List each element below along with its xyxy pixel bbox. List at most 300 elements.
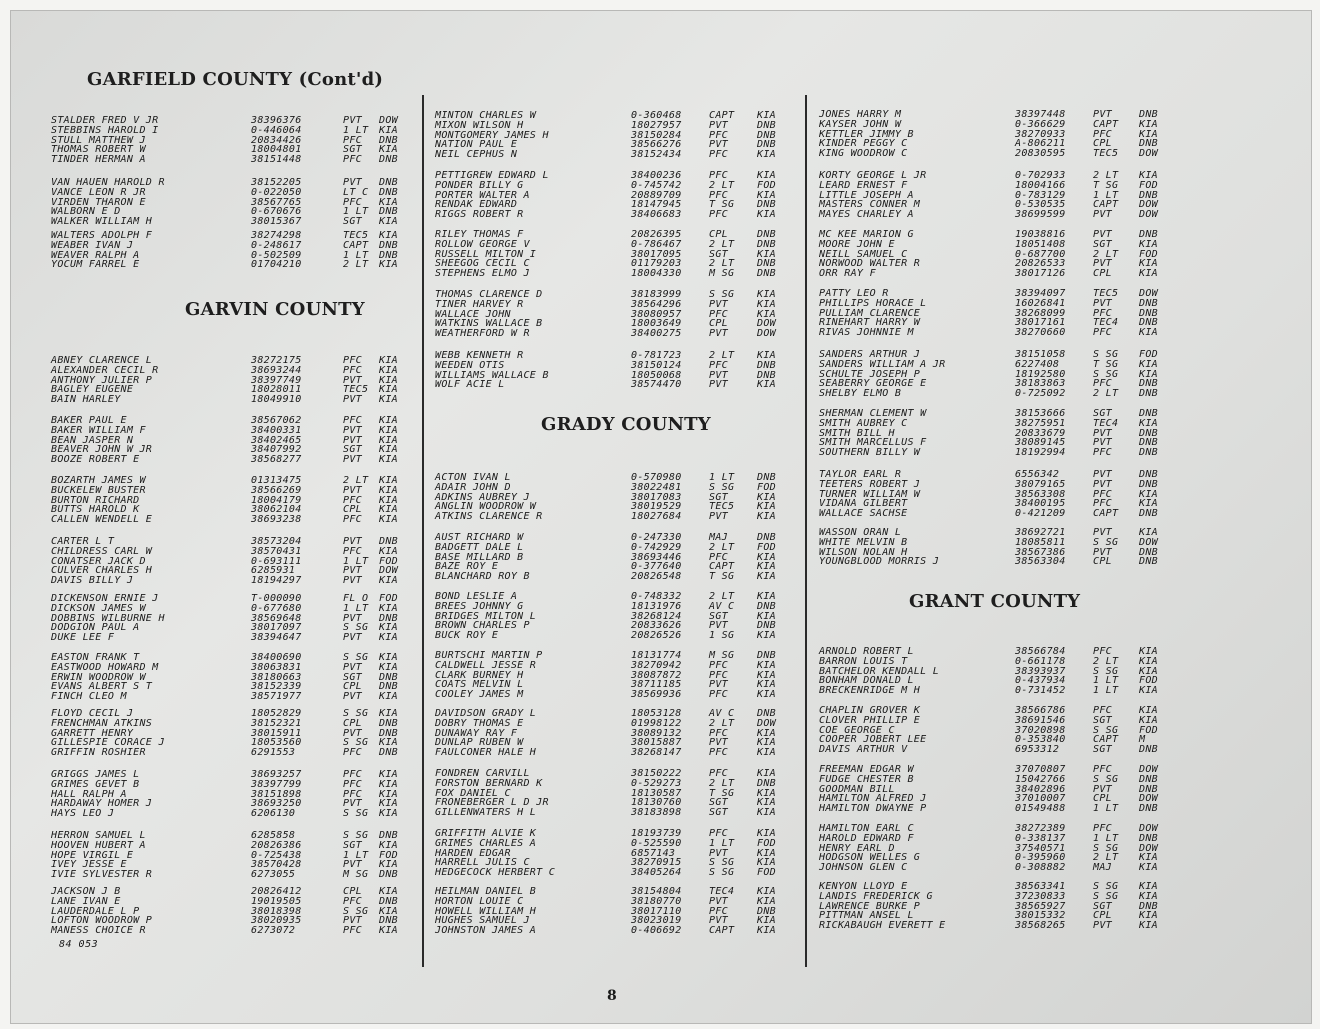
status: KIA	[379, 394, 398, 406]
status: KIA	[757, 659, 776, 671]
soldier-name: MASTERS CONNER M	[819, 199, 921, 211]
serial-number: 38089132	[631, 727, 682, 739]
status: FOD	[757, 837, 776, 849]
status: KIA	[757, 298, 776, 310]
rank: PFC	[343, 747, 362, 759]
soldier-name: SMITH BILL H	[819, 427, 895, 439]
soldier-name: CLARK BURNEY H	[435, 669, 524, 681]
rank: S SG	[343, 808, 369, 820]
rank: S SG	[343, 622, 369, 634]
rank: S SG	[343, 708, 369, 719]
document-page	[10, 10, 1312, 1024]
status: DNB	[1139, 307, 1158, 319]
soldier-name: NEIL CEPHUS N	[435, 149, 518, 161]
rank: PVT	[709, 379, 728, 391]
soldier-name: STALDER FRED V JR	[51, 115, 159, 126]
serial-number: 0-570980	[631, 472, 682, 483]
soldier-name: HODGSON WELLES G	[819, 852, 921, 864]
serial-number: 38022481	[631, 481, 682, 493]
rank: 2 LT	[1093, 388, 1119, 400]
status: DNB	[379, 154, 398, 166]
serial-number: 18028011	[251, 384, 302, 396]
rank: PFC	[1093, 447, 1112, 459]
soldier-name: RICKABAUGH EVERETT E	[819, 920, 946, 932]
soldier-name: DUKE LEE F	[51, 632, 115, 644]
serial-number: 38567765	[251, 196, 302, 208]
serial-number: 38017097	[251, 622, 302, 634]
serial-number: 38405264	[631, 867, 682, 879]
rank: PVT	[709, 369, 728, 381]
soldier-name: HORTON LOUIE C	[435, 895, 524, 907]
serial-number: 20833626	[631, 620, 682, 632]
rank: S SG	[1093, 368, 1119, 380]
county-heading: GRADY COUNTY	[541, 414, 711, 435]
soldier-name: EASTON FRANK T	[51, 652, 140, 663]
serial-number: 38394097	[1015, 288, 1066, 299]
status: DNB	[1139, 469, 1158, 480]
soldier-name: PETTIGREW EDWARD L	[435, 170, 549, 181]
soldier-name: BADGETT DALE L	[435, 541, 524, 553]
serial-number: 38692721	[1015, 527, 1066, 538]
status: KIA	[1139, 327, 1158, 339]
serial-number: 38564296	[631, 298, 682, 310]
status: DOW	[1139, 536, 1158, 548]
serial-number: 38693238	[251, 514, 302, 526]
soldier-name: BARRON LOUIS T	[819, 655, 908, 667]
serial-number: 38152321	[251, 717, 302, 729]
status: KIA	[1139, 498, 1158, 510]
serial-number: 38406683	[631, 209, 682, 221]
soldier-name: GILLENWATERS H L	[435, 807, 537, 819]
soldier-name: MOORE JOHN E	[819, 238, 895, 250]
status: DNB	[1139, 427, 1158, 439]
soldier-name: COOPER JOBERT LEE	[819, 734, 927, 746]
status: DNB	[757, 129, 776, 141]
soldier-name: SANDERS ARTHUR J	[819, 349, 921, 360]
status: KIA	[1139, 358, 1158, 370]
serial-number: 38017110	[631, 905, 682, 917]
rank: PFC	[709, 359, 728, 371]
soldier-name: FUDGE CHESTER B	[819, 773, 914, 785]
soldier-name: MINTON CHARLES W	[435, 110, 537, 121]
rank: PFC	[343, 514, 362, 526]
rank: PVT	[343, 727, 362, 739]
soldier-name: WASSON ORAN L	[819, 527, 902, 538]
rank: PVT	[1093, 109, 1112, 120]
rank: SGT	[343, 216, 362, 228]
serial-number: 01704210	[251, 259, 302, 271]
rank: PVT	[709, 298, 728, 310]
rank: PVT	[343, 565, 362, 577]
soldier-name: CLOVER PHILLIP E	[819, 714, 921, 726]
serial-number: 38400690	[251, 652, 302, 663]
status: DNB	[379, 717, 398, 729]
status: KIA	[379, 737, 398, 749]
status: KIA	[757, 501, 776, 513]
status: KIA	[1139, 268, 1158, 280]
rank: CAPT	[343, 239, 369, 251]
status: FOD	[379, 849, 398, 861]
status: DNB	[757, 600, 776, 612]
serial-number: 0-529273	[631, 777, 682, 789]
status: KIA	[757, 551, 776, 563]
rank: S SG	[709, 857, 735, 869]
status: KIA	[379, 788, 398, 800]
soldier-name: ACTON IVAN L	[435, 472, 511, 483]
serial-number: 38400331	[251, 424, 302, 436]
serial-number: 38563341	[1015, 881, 1066, 892]
status: KIA	[379, 196, 398, 208]
soldier-name: MONTGOMERY JAMES H	[435, 129, 549, 141]
soldier-name: JOHNSON GLEN C	[819, 862, 908, 874]
document-reference: 84 053	[59, 939, 99, 950]
status: DNB	[757, 777, 776, 789]
soldier-name: ADAIR JOHN D	[435, 481, 511, 493]
serial-number: 6556342	[1015, 469, 1060, 480]
serial-number: 6857143	[631, 847, 676, 859]
status: KIA	[757, 679, 776, 691]
serial-number: 18130587	[631, 787, 682, 799]
soldier-name: WILLIAMS WALLACE B	[435, 369, 549, 381]
soldier-name: BRIDGES MILTON L	[435, 610, 537, 622]
rank: CPL	[1093, 556, 1112, 568]
rank: 1 LT	[709, 472, 735, 483]
serial-number: 38087872	[631, 669, 682, 681]
status: KIA	[379, 859, 398, 871]
status: DOW	[1139, 842, 1158, 854]
status: DNB	[757, 268, 776, 280]
status: DNB	[1139, 437, 1158, 449]
soldier-name: DUNAWAY RAY F	[435, 727, 518, 739]
soldier-name: HEILMAN DANIEL B	[435, 886, 537, 897]
status: KIA	[757, 248, 776, 260]
soldier-name: KETTLER JIMMY B	[819, 128, 914, 140]
status: KIA	[1139, 128, 1158, 140]
status: DOW	[757, 318, 776, 330]
status: KIA	[757, 561, 776, 573]
status: DNB	[379, 536, 398, 547]
rank: 2 LT	[709, 777, 735, 789]
serial-number: 38565927	[1015, 900, 1066, 912]
rank: S SG	[1093, 890, 1119, 902]
soldier-name: YOCUM FARREL E	[51, 259, 140, 271]
soldier-name: AUST RICHARD W	[435, 532, 524, 543]
serial-number: 38573204	[251, 536, 302, 547]
rank: PFC	[1093, 488, 1112, 500]
serial-number: 0-248617	[251, 239, 302, 251]
serial-number: 0-338137	[1015, 832, 1066, 844]
status: KIA	[757, 747, 776, 759]
rank: PVT	[343, 575, 362, 587]
soldier-name: FLOYD CECIL J	[51, 708, 134, 719]
status: DNB	[1139, 508, 1158, 520]
rank: PVT	[709, 679, 728, 691]
rank: SGT	[709, 248, 728, 260]
rank: PVT	[1093, 546, 1112, 558]
rank: MAJ	[1093, 862, 1112, 874]
rank: PFC	[709, 828, 728, 839]
status: KIA	[379, 632, 398, 644]
status: DOW	[379, 565, 398, 577]
status: KIA	[1139, 714, 1158, 726]
status: DNB	[1139, 388, 1158, 400]
rank: PVT	[343, 424, 362, 436]
serial-number: 6285931	[251, 565, 296, 577]
rank: CAPT	[1093, 199, 1119, 211]
status: DNB	[1139, 900, 1158, 912]
soldier-name: BONHAM DONALD L	[819, 675, 914, 687]
status: DNB	[1139, 408, 1158, 419]
serial-number: 0-781723	[631, 350, 682, 361]
rank: PFC	[709, 308, 728, 320]
soldier-name: WILSON NOLAN H	[819, 546, 908, 558]
serial-number: 18051408	[1015, 238, 1066, 250]
status: KIA	[757, 308, 776, 320]
rank: PFC	[709, 551, 728, 563]
soldier-name: RUSSELL MILTON I	[435, 248, 537, 260]
serial-number: 38272175	[251, 355, 302, 366]
status: KIA	[379, 494, 398, 506]
rank: S SG	[1093, 773, 1119, 785]
serial-number: 0-748332	[631, 591, 682, 602]
soldier-name: KENYON LLOYD E	[819, 881, 908, 892]
serial-number: 38574470	[631, 379, 682, 391]
rank: PVT	[1093, 297, 1112, 309]
status: KIA	[1139, 852, 1158, 864]
rank: FL O	[343, 593, 369, 604]
serial-number: 0-530535	[1015, 199, 1066, 211]
rank: PFC	[1093, 705, 1112, 716]
rank: CAPT	[709, 925, 735, 937]
status: DNB	[757, 258, 776, 270]
serial-number: 38567062	[251, 415, 302, 426]
soldier-name: ANGLIN WOODROW W	[435, 501, 537, 513]
serial-number: 0-725438	[251, 849, 302, 861]
rank: 2 LT	[1093, 248, 1119, 260]
serial-number: 38568265	[1015, 920, 1066, 932]
soldier-name: NATION PAUL E	[435, 139, 518, 151]
status: DNB	[757, 532, 776, 543]
serial-number: 38270933	[1015, 128, 1066, 140]
soldier-name: SHELBY ELMO B	[819, 388, 902, 400]
soldier-name: FRENCHMAN ATKINS	[51, 717, 153, 729]
rank: CPL	[343, 886, 362, 897]
serial-number: 18004801	[251, 144, 302, 156]
status: KIA	[379, 905, 398, 917]
soldier-name: FRONEBERGER L D JR	[435, 797, 549, 809]
rank: 1 LT	[1093, 803, 1119, 815]
serial-number: 37540571	[1015, 842, 1066, 854]
serial-number: 38183863	[1015, 378, 1066, 390]
status: DNB	[757, 238, 776, 250]
serial-number: 15042766	[1015, 773, 1066, 785]
rank: PFC	[1093, 764, 1112, 775]
status: KIA	[1139, 368, 1158, 380]
rank: PVT	[709, 119, 728, 131]
serial-number: 38063831	[251, 661, 302, 673]
serial-number: 38693446	[631, 551, 682, 563]
status: DOW	[757, 328, 776, 340]
rank: 2 LT	[1093, 170, 1119, 181]
rank: S SG	[1093, 349, 1119, 360]
serial-number: 0-366629	[1015, 118, 1066, 130]
soldier-name: KING WOODROW C	[819, 148, 908, 160]
soldier-name: BREES JOHNNY G	[435, 600, 524, 612]
status: KIA	[379, 230, 398, 241]
rank: SGT	[343, 444, 362, 456]
soldier-name: BEAN JASPER N	[51, 434, 134, 446]
serial-number: 0-247330	[631, 532, 682, 543]
soldier-name: LEARD ERNEST F	[819, 179, 908, 191]
rank: PVT	[343, 661, 362, 673]
status: DNB	[379, 915, 398, 927]
serial-number: 38180663	[251, 671, 302, 683]
status: KIA	[379, 925, 398, 937]
rank: PFC	[343, 895, 362, 907]
status: DNB	[1139, 378, 1158, 390]
rank: TEC4	[1093, 417, 1119, 429]
status: DOW	[1139, 199, 1158, 211]
soldier-name: RENDAK EDWARD	[435, 199, 518, 211]
serial-number: 0-377640	[631, 561, 682, 573]
status: DNB	[379, 206, 398, 218]
rank: 2 LT	[1093, 852, 1119, 864]
soldier-name: GRIFFITH ALVIE K	[435, 828, 537, 839]
rank: PFC	[709, 727, 728, 739]
soldier-name: THOMAS CLARENCE D	[435, 289, 543, 300]
rank: PVT	[709, 620, 728, 632]
status: DNB	[1139, 803, 1158, 815]
rank: PVT	[1093, 920, 1112, 932]
status: DNB	[757, 369, 776, 381]
rank: PFC	[343, 778, 362, 790]
rank: PVT	[1093, 229, 1112, 240]
serial-number: 0-742929	[631, 541, 682, 553]
rank: PFC	[343, 196, 362, 208]
soldier-name: MIXON WILSON H	[435, 119, 524, 131]
serial-number: 38017126	[1015, 268, 1066, 280]
status: KIA	[757, 350, 776, 361]
serial-number: 0-406692	[631, 925, 682, 937]
rank: TEC4	[709, 886, 735, 897]
rank: 1 LT	[1093, 832, 1119, 844]
status: KIA	[379, 514, 398, 526]
soldier-name: COOLEY JAMES M	[435, 689, 524, 701]
status: KIA	[379, 622, 398, 634]
serial-number: 38567386	[1015, 546, 1066, 558]
status: FOD	[1139, 349, 1158, 360]
soldier-name: HERRON SAMUEL L	[51, 830, 146, 841]
soldier-name: MC KEE MARION G	[819, 229, 914, 240]
rank: PVT	[1093, 469, 1112, 480]
soldier-name: GRIFFIN ROSHIER	[51, 747, 146, 759]
serial-number: 38019529	[631, 501, 682, 513]
status: DNB	[757, 620, 776, 632]
status: DOW	[1139, 823, 1158, 834]
status: KIA	[757, 787, 776, 799]
serial-number: 38183999	[631, 289, 682, 300]
serial-number: 38396376	[251, 115, 302, 126]
soldier-name: FAULCONER HALE H	[435, 747, 537, 759]
soldier-name: BEAVER JOHN W JR	[51, 444, 153, 456]
serial-number: 38407992	[251, 444, 302, 456]
serial-number: 38017161	[1015, 317, 1066, 329]
status: DNB	[1139, 478, 1158, 490]
serial-number: 20833679	[1015, 427, 1066, 439]
serial-number: 0-446064	[251, 124, 302, 136]
status: KIA	[757, 189, 776, 201]
rank: PFC	[709, 659, 728, 671]
serial-number: 19038816	[1015, 229, 1066, 240]
status: KIA	[757, 797, 776, 809]
soldier-name: SANDERS WILLIAM A JR	[819, 358, 946, 370]
status: FOD	[379, 593, 398, 604]
status: KIA	[757, 170, 776, 181]
soldier-name: HAMILTON EARL C	[819, 823, 914, 834]
status: DNB	[379, 612, 398, 624]
status: DOW	[1139, 288, 1158, 299]
rank: CPL	[709, 229, 728, 240]
rank: 2 LT	[709, 591, 735, 602]
serial-number: 38570428	[251, 859, 302, 871]
soldier-name: GRIGGS JAMES L	[51, 769, 140, 780]
serial-number: 0-731452	[1015, 685, 1066, 697]
soldier-name: SHERMAN CLEMENT W	[819, 408, 927, 419]
soldier-name: HAYS LEO J	[51, 808, 115, 820]
soldier-name: ROLLOW GEORGE V	[435, 238, 530, 250]
rank: T SG	[709, 199, 735, 211]
status: DNB	[757, 229, 776, 240]
rank: PFC	[343, 134, 362, 146]
status: KIA	[379, 374, 398, 386]
serial-number: 38150222	[631, 768, 682, 779]
rank: T SG	[1093, 358, 1119, 370]
status: KIA	[379, 124, 398, 136]
serial-number: 0-745742	[631, 179, 682, 191]
serial-number: 18131976	[631, 600, 682, 612]
status: FOD	[757, 481, 776, 493]
soldier-name: BRECKENRIDGE M H	[819, 685, 921, 697]
soldier-name: WHITE MELVIN B	[819, 536, 908, 548]
soldier-name: EASTWOOD HOWARD M	[51, 661, 159, 673]
serial-number: 38402896	[1015, 783, 1066, 795]
serial-number: 38089145	[1015, 437, 1066, 449]
soldier-name: FINCH CLEO M	[51, 691, 127, 703]
rank: 1 LT	[343, 849, 369, 861]
serial-number: 18003649	[631, 318, 682, 330]
soldier-name: EVANS ALBERT S T	[51, 681, 153, 693]
status: KIA	[379, 691, 398, 703]
rank: 1 LT	[343, 124, 369, 136]
soldier-name: WALBORN E D	[51, 206, 121, 218]
status: DNB	[1139, 773, 1158, 785]
soldier-name: HOWELL WILLIAM H	[435, 905, 537, 917]
status: KIA	[1139, 881, 1158, 892]
soldier-name: ORR RAY F	[819, 268, 876, 280]
rank: PFC	[1093, 378, 1112, 390]
serial-number: 01179203	[631, 258, 682, 270]
rank: 1 LT	[343, 249, 369, 261]
serial-number: 18052829	[251, 708, 302, 719]
serial-number: 18004166	[1015, 179, 1066, 191]
soldier-name: PHILLIPS HORACE L	[819, 297, 927, 309]
rank: PFC	[709, 209, 728, 221]
rank: S SG	[1093, 842, 1119, 854]
rank: SGT	[1093, 238, 1112, 250]
soldier-name: KORTY GEORGE L JR	[819, 170, 927, 181]
soldier-name: DUNLAP RUBEN W	[435, 737, 524, 749]
status: FOD	[1139, 675, 1158, 687]
